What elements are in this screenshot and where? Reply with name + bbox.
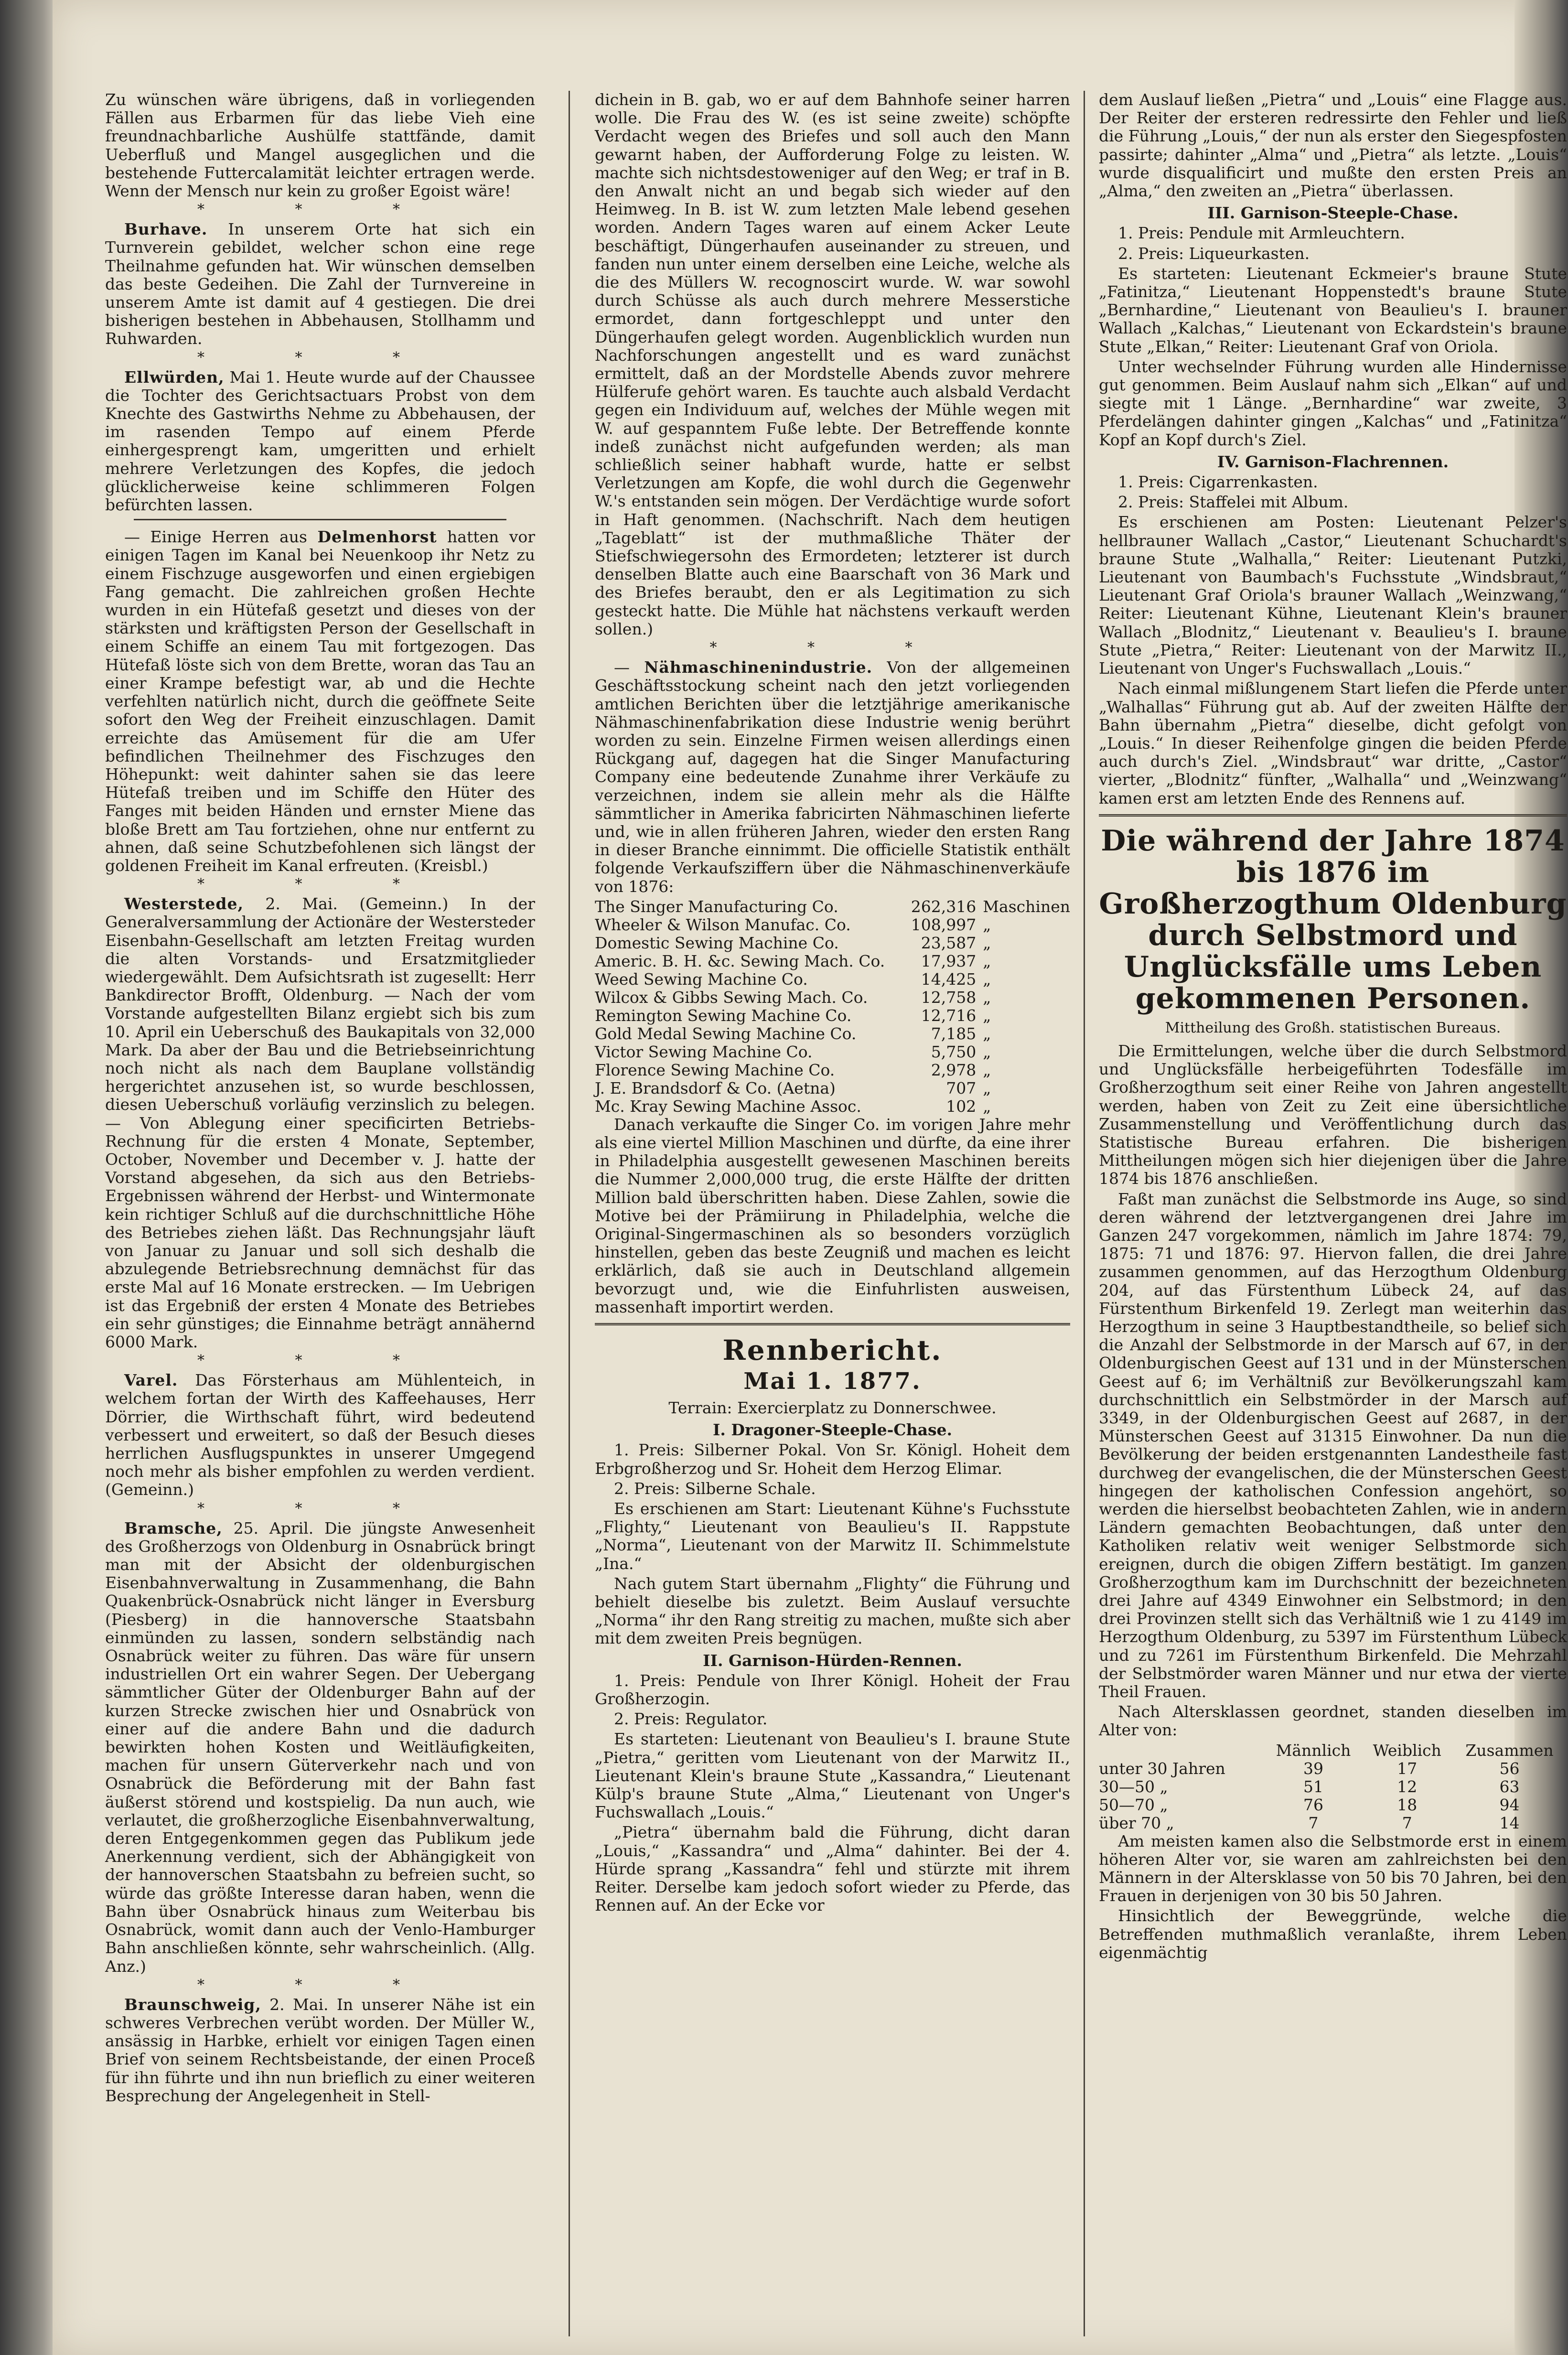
- company-name: Americ. B. H. &c. Sewing Mach. Co.: [595, 951, 885, 970]
- article-text: 25. April. Die jüngste Anwesenheit des Großherzogs von Oldenburg in Osnabrück bringt man mit der Absicht der oldenburgischen Eisenbahnverwaltung in Zusammenhang, die Bahn Quakenbrück-Osnabrück nicht länger in Eversburg (Piesberg) in die hannoversche Staatsbahn einmünden zu lassen, sondern selbständig nach Osnabrück weiter zu führen. Das wäre für unsern industriellen Ort ein wahrer Segen. Der Uebergang sämmtlicher Güter der Oldenburger Bahn auf der kurzen Strecke zwischen hier und Osnabrück von einer auf die andere Bahn und die dadurch bewirkten hohen Kosten und Weitläufigkeiten, machen für unsern Güterverkehr nach und von Osnabrück die Beförderung mit der Bahn fast äußerst störend und kostspielig. Da nun auch, wie verlautet, die großherzogliche Eisenbahnverwaltung, deren Entgegenkommen gegen das Publikum jede Anerkennung verdient, sich der Abhängigkeit von der hannoverschen Staatsbahn zu befreien sucht, so würde das größte Interesse daran haben, wenn die Bahn über Osnabrück hinaus zum Weiterbau bis Osnabrück, womit dann auch der Venlo-Hamburger Bahn anschließen könnte, sehr wahrscheinlich. (Allg. Anz.): [105, 1518, 535, 1976]
- race-2-title: II. Garnison-Hürden-Rennen.: [703, 1651, 962, 1670]
- sales-row: [595, 898, 1070, 916]
- race-1-prize-1: 1. Preis: Silberner Pokal. Von Sr. Königl. Hoheit dem Erbgroßherzog und Sr. Hoheit dem Herzog Elimar.: [595, 1441, 1070, 1478]
- statistics-source: Mittheilung des Großh. statistischen Bureaus.: [1165, 1019, 1501, 1036]
- article-naehmaschinen-continued: Danach verkaufte die Singer Co. im vorigen Jahre mehr als eine viertel Million Maschinen und dürfte, da eine ihrer in Philadelphia ausgestellt gewesenen Maschinen bereits die Nummer 2,000,000 trug, die erste Hälfte der dritten Million bald überschritten haben. Diese Zahlen, sowie die Motive bei der Prämiirung in Philadelphia, welche die Original-Singermaschinen als so besonders vorzüglich hinstellen, geben das beste Zeugniß und machen es leicht erklärlich, daß sie auch in Deutschland allgemein bevorzugt und, wie die Einfuhrlisten ausweisen, massenhaft importirt werden.: [595, 1115, 1070, 1316]
- statistics-paragraph-4: Am meisten kamen also die Selbstmorde erst in einem höheren Alter vor, sie waren am zahlreichsten bei den Männern in der Altersklasse von 50 bis 70 Jahren, bei den Frauen in derjenigen von 30 bis 50 Jahren.: [1099, 1831, 1567, 1905]
- sales-count: 14,425: [921, 969, 977, 989]
- age-row: [1099, 1778, 1567, 1796]
- article-text: hatten vor einigen Tagen im Kanal bei Neuenkoop ihr Netz zu einem Fischzuge ausgeworfen und einen ergiebigen Fang gemacht. Die zahlreichen großen Hechte wurden in ein Hütefaß gesetzt und dieses von der stärksten und kräftigsten Person der Gesellschaft in einem Schiffe an einem Tau mit fortgezogen. Das Hütefaß löste sich von dem Brette, woran das Tau an einer Krampe befestigt war, ab und die Hechte verfehlten natürlich nicht, durch die geöffnete Seite sofort den Weg der Freiheit einzuschlagen. Damit erreichte das Amüsement für die am Ufer befindlichen Theilnehmer des Fischzuges den Höhepunkt: weit dahinter sahen sie das leere Hütefaß treiben und im Schiffe den Hüter des Fanges mit beiden Händen und ernster Miene das bloße Brett am Tau fortziehen, ohne nur entfernt zu ahnen, daß seine Schutzbefohlenen sich längst der goldenen Freiheit im Kanal erfreuten. (Kreisbl.): [105, 527, 535, 875]
- sales-row: [595, 970, 1070, 989]
- sales-table: [595, 898, 1070, 1116]
- article-braunschweig: [105, 1996, 535, 2105]
- article-text: Mai 1. Heute wurde auf der Chaussee die Tochter des Gerichtsactuars Probst von dem Knechte des Gastwirths Nehme zu Abbehausen, der im rasenden Tempo auf einem Pferde einhergesprengt kam, umgeritten und erhielt mehrere Verletzungen des Kopfes, die jedoch glücklicherweise keine schlimmeren Folgen befürchten lassen.: [105, 367, 535, 515]
- article-bramsche: [105, 1519, 535, 1976]
- company-name: Mc. Kray Sewing Machine Assoc.: [595, 1097, 861, 1116]
- age-header-cell: Weiblich: [1373, 1741, 1441, 1760]
- dateline: Delmenhorst: [317, 527, 437, 547]
- article-text: In unserem Orte hat sich ein Turnverein gebildet, welcher schon eine rege Theilnahme gefunden hat. Wir wünschen demselben das beste Gedeihen. Die Zahl der Turnvereine in unserem Amte ist damit auf 4 gestiegen. Die drei bisherigen bestehen in Abbehausen, Stollhamm und Ruhwarden.: [105, 220, 535, 348]
- statistics-paragraph-3: Nach Altersklassen geordnet, standen dieselben im Alter von:: [1099, 1702, 1567, 1740]
- section-separator: * * *: [197, 1500, 443, 1517]
- sales-row: [595, 1061, 1070, 1079]
- company-name: J. E. Brandsdorf & Co. (Aetna): [595, 1078, 836, 1097]
- company-name: Florence Sewing Machine Co.: [595, 1060, 835, 1079]
- sales-count: 2,978: [931, 1060, 977, 1079]
- article-ellwuerden: [105, 368, 535, 515]
- company-name: Weed Sewing Machine Co.: [595, 969, 808, 989]
- section-separator: * * *: [197, 1352, 443, 1369]
- double-rule: [1099, 814, 1567, 817]
- dash: —: [614, 658, 644, 677]
- dateline: Burhave.: [124, 220, 208, 239]
- age-header-cell: [1099, 1742, 1264, 1760]
- article-varel: [105, 1371, 535, 1499]
- race-terrain: Terrain: Exercierplatz zu Donnerschwee.: [668, 1398, 997, 1417]
- sales-unit: „: [983, 1042, 991, 1061]
- race-4-report: Nach einmal mißlungenem Start liefen die Pferde unter „Walhallas“ Führung gut ab. Auf der zweiten Hälfte der Bahn übernahm „Pietra“ dieselbe, dicht gefolgt von „Louis.“ In dieser Reihenfolge gingen die beiden Pferde auch durch's Ziel. „Windsbraut“ war dritte, „Castor“ vierter, „Blodnitz“ fünfter, „Walhalla“ und „Weinzwang“ kamen erst am letzten Ende des Rennens auf.: [1099, 679, 1567, 807]
- age-cell: 7: [1308, 1813, 1319, 1832]
- race-3-title: III. Garnison-Steeple-Chase.: [1207, 204, 1459, 223]
- race-2-report: „Pietra“ übernahm bald die Führung, dicht daran „Louis,“ „Kassandra“ und „Alma“ dahinter. Bei der 4. Hürde sprang „Kassandra“ fehl und stürzte mit ihrem Reiter. Derselbe kam jedoch sofort wieder zu Pferde, das Rennen auf. An der Ecke vor: [595, 1823, 1070, 1915]
- age-cell: 18: [1397, 1795, 1418, 1814]
- article-naehmaschinen: [595, 658, 1070, 896]
- sales-count: 707: [946, 1078, 977, 1097]
- age-cell: 50—70 „: [1099, 1795, 1168, 1814]
- age-cell: 94: [1499, 1795, 1520, 1814]
- company-name: Domestic Sewing Machine Co.: [595, 933, 839, 952]
- age-row: [1099, 1814, 1567, 1832]
- statistics-paragraph-1: Die Ermittelungen, welche über die durch Selbstmord und Unglücksfälle herbeigeführten Todesfälle im Großherzogthum seit einer Reihe von Jahren angestellt werden, haben von Zeit zu Zeit eine übersichtliche Zusammenstellung und Veröffentlichung durch das Statistische Bureau erfahren. Die bisherigen Mittheilungen mögen sich hier diejenigen über die Jahre 1874 bis 1876 anschließen.: [1099, 1041, 1567, 1188]
- sales-unit: „: [983, 1006, 991, 1025]
- race-4-prize-1: 1. Preis: Cigarrenkasten.: [1118, 473, 1318, 492]
- company-name: The Singer Manufacturing Co.: [595, 897, 838, 916]
- article-text: 2. Mai. (Gemeinn.) In der Generalversammlung der Actionäre der Westersteder Eisenbahn-Gesellschaft am letzten Freitag wurden die alten Vorstands- und Ersatzmitglieder wiedergewählt. Dem Aufsichtsrath ist zugesellt: Herr Bankdirector Brofft, Oldenburg. — Nach der vom Vorstande aufgestellten Bilanz ergiebt sich bis zum 10. April ein Ueberschuß des Baukapitals von 32,000 Mark. Da aber der Bau und die Betriebseinrichtung noch nicht als nach dem Bauplane vollständig hergerichtet anzusehen ist, so wurde beschlossen, diesen Ueberschuß vorläufig verzinslich zu belegen. — Von Ablegung einer specificirten Betriebs-Rechnung für die ersten 4 Monate, September, October, November und December v. J. hatte der Vorstand abgesehen, da sich aus den Betriebs-Ergebnissen während der Herbst- und Wintermonate kein richtiger Schluß auf die durchschnittliche Höhe des Betriebes ziehen läßt. Das Rechnungsjahr läuft von Januar zu Januar und soll sich deshalb die abzulegende Betriebsrechnung demnächst für das erste Mal auf 16 Monate erstrecken. — Im Uebrigen ist das Ergebniß der ersten 4 Monate des Betriebes ein sehr günstiges; die Einnahme beträgt annähernd 6000 Mark.: [105, 894, 535, 1351]
- sales-row: [595, 989, 1070, 1007]
- section-separator: * * *: [197, 876, 443, 893]
- sales-count: 108,997: [911, 915, 977, 934]
- race-4-title: IV. Garnison-Flachrennen.: [1217, 452, 1449, 471]
- sales-row: [595, 916, 1070, 934]
- race-3-prize-2: 2. Preis: Liqueurkasten.: [1118, 244, 1310, 263]
- column-rule: [1084, 91, 1085, 2336]
- company-name: Victor Sewing Machine Co.: [595, 1042, 813, 1061]
- section-separator: * * *: [197, 1976, 443, 1993]
- sales-unit: „: [983, 951, 991, 970]
- article-text: 2. Mai. In unserer Nähe ist ein schweres Verbrechen verübt worden. Der Müller W., ansässig in Harbke, erhielt vor einigen Tagen einen Brief von seinem Rechtsbeistande, der einen Proceß für ihn führte und ihn nun brieflich zu einer weiteren Besprechung der Angelegenheit in Stell-: [105, 1995, 535, 2105]
- race-2-prize-1: 1. Preis: Pendule von Ihrer Königl. Hoheit der Frau Großherzogin.: [595, 1671, 1070, 1709]
- age-cell: 30—50 „: [1099, 1777, 1168, 1796]
- sales-count: 7,185: [931, 1024, 977, 1043]
- company-name: Remington Sewing Machine Co.: [595, 1006, 852, 1025]
- age-cell: über 70 „: [1099, 1813, 1174, 1832]
- intro-paragraph: Zu wünschen wäre übrigens, daß in vorliegenden Fällen aus Erbarmen für das liebe Vieh eine freundnachbarliche Aushülfe stattfände, damit Ueberfluß und Mangel ausgeglichen und die bestehende Futtercalamität leichter ertragen werde. Wenn der Mensch nur kein zu großer Egoist wäre!: [105, 90, 535, 201]
- dateline: Braunschweig,: [124, 1995, 261, 2014]
- article-burhave: [105, 220, 535, 348]
- sales-count: 12,716: [921, 1006, 977, 1025]
- column-rule: [569, 91, 570, 2336]
- dash: — Einige Herren aus: [124, 527, 318, 547]
- dateline: Ellwürden,: [124, 367, 225, 387]
- sales-count: 17,937: [921, 951, 977, 970]
- sales-row: [595, 952, 1070, 970]
- section-separator: * * *: [197, 201, 443, 218]
- sales-row: [595, 934, 1070, 952]
- age-table: [1099, 1742, 1567, 1832]
- race-4-prize-2: 2. Preis: Staffelei mit Album.: [1118, 493, 1349, 512]
- article-westerstede: [105, 895, 535, 1351]
- sales-unit: „: [983, 933, 991, 952]
- age-row: [1099, 1760, 1567, 1778]
- age-cell: 39: [1303, 1759, 1323, 1778]
- age-cell: 12: [1397, 1777, 1418, 1796]
- age-header-cell: Zusammen: [1465, 1741, 1554, 1760]
- sales-table-body: [595, 898, 1070, 1116]
- statistics-paragraph-2: Faßt man zunächst die Selbstmorde ins Auge, so sind deren während der letztvergangenen drei Jahre im Ganzen 247 vorgekommen, nämlich im Jahre 1874: 79, 1875: 71 und 1876: 97. Hiervon fallen, die drei Jahre zusammen genommen, auf das Herzogthum Oldenburg 204, auf das Fürstenthum Lübeck 24, auf das Fürstenthum Birkenfeld 19. Zerlegt man weiterhin das Herzogthum in seine 3 Hauptbestandtheile, so belief sich die Anzahl der Selbstmorde in der Marsch auf 67, in der Oldenburgischen Geest auf 131 und in der Münsterschen Geest auf 6; im Verhältniß zur Bevölkerungszahl kam durchschnittlich ein Selbstmörder in der Marsch auf 3349, in der Oldenburgischen Geest auf 2687, in der Münsterschen Geest auf 31315 Einwohner. Da nun die Bevölkerung der beiden erstgenannten Landestheile fast durchweg der evangelischen, die der Münsterschen Geest hingegen der katholischen Confession angehört, so werden die hierselbst beobachteten Zahlen, wie in andern Ländern gemachten Beobachtungen, daß unter den Katholiken relativ weit weniger Selbstmorde sich ereignen, durch die obigen Ziffern bestätigt. Im ganzen Großherzogthum kam im Durchschnitt der bezeichneten drei Jahre auf 4349 Einwohner ein Selbstmord; in den drei Provinzen stellt sich das Verhältniß wie 1 zu 4149 im Herzogthum Oldenburg, zu 5397 im Fürstenthum Lübeck und zu 7261 im Fürstenthum Birkenfeld. Die Mehrzahl der Selbstmörder waren Männer und nur etwa der vierte Theil Frauen.: [1099, 1189, 1567, 1701]
- sales-row: [595, 1043, 1070, 1061]
- dateline: Nähmaschinenindustrie.: [644, 658, 873, 677]
- sales-count: 262,316: [911, 897, 977, 916]
- race-1-prize-2: 2. Preis: Silberne Schale.: [614, 1479, 816, 1498]
- age-cell: 63: [1499, 1777, 1520, 1796]
- race-1-report: Nach gutem Start übernahm „Flighty“ die Führung und behielt dieselbe bis zuletzt. Beim Auslauf versuchte „Norma“ ihr den Rang streitig zu machen, mußte sich aber mit dem zweiten Preis begnügen.: [595, 1574, 1070, 1648]
- statistics-paragraph-5: Hinsichtlich der Beweggründe, welche die Betreffenden muthmaßlich veranlaßte, ihrem Leben eigenmächtig: [1099, 1906, 1567, 1962]
- dateline: Varel.: [124, 1371, 178, 1390]
- dateline: Bramsche,: [124, 1518, 223, 1538]
- sales-row: [595, 1025, 1070, 1043]
- race-report-date: Mai 1. 1877.: [743, 1367, 922, 1395]
- age-cell: unter 30 Jahren: [1099, 1759, 1225, 1778]
- race-1-title: I. Dragoner-Steeple-Chase.: [712, 1420, 953, 1440]
- sales-unit: „: [983, 1024, 991, 1043]
- sales-row: [595, 1097, 1070, 1116]
- column-1: [105, 91, 535, 2107]
- article-braunschweig-continued: dichein in B. gab, wo er auf dem Bahnhofe seiner harren wolle. Die Frau des W. (es ist seine zweite) schöpfte Verdacht wegen des Briefes und soll auch den Mann gewarnt haben, der Aufforderung Folge zu leisten. W. machte sich nichtsdestoweniger auf den Weg; er traf in B. den Anwalt nicht an und begab sich wieder auf den Heimweg. In B. ist W. zum letzten Male lebend gesehen worden. Andern Tages waren auf einem Acker Leute beschäftigt, Düngerhaufen auseinander zu streuen, und fanden nun unter einem derselben eine Leiche, welche als die des Müllers W. recognoscirt wurde. W. war sowohl durch Schüsse als auch durch mehrere Messerstiche ermordet, dann fortgeschleppt und unter den Düngerhaufen gelegt worden. Augenblicklich wurden nun Nachforschungen angestellt und es ward zunächst ermittelt, daß an der Mordstelle Abends zuvor mehrere Hülferufe gehört waren. Es tauchte auch alsbald Verdacht gegen ein Individuum auf, welches der Mühle wegen mit W. auf gespanntem Fuße lebte. Der Betreffende konnte indeß zunächst nicht aufgefunden werden; als man schließlich seiner habhaft wurde, hatte er selbst Verletzungen am Kopfe, die wohl durch die Gegenwehr W.'s entstanden sein mögen. Der Verdächtige wurde sofort in Haft genommen. (Nachschrift. Nach dem heutigen „Tageblatt“ ist der muthmaßliche Thäter der Stiefschwiegersohn des Ermordeten; letzterer ist durch denselben Blatte auch eine Baarschaft von 36 Mark und des Briefes beraubt, den er als Legitimation zu sich gesteckt hatte. Die Mühle hat nächstens verkauft werden sollen.): [595, 90, 1070, 638]
- race-4-starters: Es erschienen am Posten: Lieutenant Pelzer's hellbrauner Wallach „Castor,“ Lieutenant Schuchardt's braune Stute „Walhalla,“ Reiter: Lieutenant Putzki, Lieutenant von Baumbach's Fuchsstute „Windsbraut,“ Lieutenant Graf Oriola's brauner Wallach „Weinzwang,“ Reiter: Lieutenant Kühne, Lieutenant Klein's brauner Wallach „Blodnitz,“ Lieutenant v. Beaulieu's I. braune Stute „Pietra,“ Reiter: Lieutenant von der Marwitz II., Lieutenant von Unger's Fuchswallach „Louis.“: [1099, 513, 1567, 678]
- age-table-header: [1099, 1742, 1567, 1760]
- race-3-report: Unter wechselnder Führung wurden alle Hindernisse gut genommen. Beim Auslauf nahm sich „Elkan“ auf und siegte mit 1 Länge. „Bernhardine“ war zweite, 3 Pferdelängen dahinter gingen „Kalchas“ und „Fatinitza“ Kopf an Kopf durch's Ziel.: [1099, 357, 1567, 449]
- age-cell: 51: [1303, 1777, 1323, 1796]
- statistics-headline: Die während der Jahre 1874 bis 1876 im Großherzogthum Oldenburg durch Selbstmord und Unglücksfälle ums Leben gekommenen Personen.: [1099, 824, 1567, 1015]
- double-rule: [595, 1323, 1070, 1325]
- company-name: Wilcox & Gibbs Sewing Mach. Co.: [595, 988, 868, 1007]
- dateline: Westerstede,: [124, 894, 244, 914]
- age-cell: 76: [1303, 1795, 1323, 1814]
- sales-unit: „: [983, 1078, 991, 1097]
- book-binding: [0, 0, 57, 2355]
- article-delmenhorst: [105, 528, 535, 875]
- article-text: Von der allgemeinen Geschäftsstockung scheint nach den jetzt vorliegenden amtlichen Berichten über die letztjährige amerikanische Nähmaschinenfabrikation diese Industrie wenig berührt worden zu sein. Einzelne Firmen weisen allerdings einen Rückgang auf, dagegen hat die Singer Manufacturing Company eine bedeutende Zunahme ihrer Verkäufe zu verzeichnen, indem sie allein mehr als die Hälfte sämmtlicher in Amerika fabricirten Nähmaschinen lieferte und, wie in allen früheren Jahren, wieder den ersten Rang in dieser Branche einnimmt. Die officielle Statistik enthält folgende Verkaufsziffern über die Nähmaschinenverkäufe von 1876:: [595, 658, 1070, 896]
- column-3: [1099, 91, 1567, 1964]
- short-rule: [134, 519, 506, 520]
- sales-count: 12,758: [921, 988, 977, 1007]
- sales-count: 5,750: [931, 1042, 977, 1061]
- race-2-prize-2: 2. Preis: Regulator.: [614, 1710, 768, 1729]
- race-3-starters: Es starteten: Lieutenant Eckmeier's braune Stute „Fatinitza,“ Lieutenant Hoppenstedt's braune Stute „Bernhardine,“ Lieutenant von Beaulieu's I. brauner Wallach „Kalchas,“ Lieutenant von Eckardstein's braune Stute „Elkan,“ Reiter: Lieutenant Graf von Oriola.: [1099, 264, 1567, 356]
- sales-unit: „: [983, 969, 991, 989]
- age-header-cell: Männlich: [1276, 1741, 1351, 1760]
- sales-row: [595, 1007, 1070, 1025]
- age-cell: 17: [1397, 1759, 1418, 1778]
- sales-unit: „: [983, 1097, 991, 1116]
- article-text: Das Försterhaus am Mühlenteich, in welchem fortan der Wirth des Kaffeehauses, Herr Dörrier, die Wirthschaft führt, wird bedeutend verbessert und erweitert, so daß der Besuch dieses herrlichen Ausflugspunktes in unserer Umgegend noch mehr als bisher empfohlen zu werden verdient. (Gemeinn.): [105, 1371, 535, 1499]
- race-2-starters: Es starteten: Lieutenant von Beaulieu's I. braune Stute „Pietra,“ geritten vom Lieutenant von der Marwitz II., Lieutenant Klein's braune Stute „Kassandra,“ Lieutenant Külp's braune Stute „Alma,“ Lieutenant von Unger's Fuchswallach „Louis.“: [595, 1730, 1070, 1822]
- age-cell: 7: [1402, 1813, 1412, 1832]
- age-cell: 14: [1499, 1813, 1520, 1832]
- company-name: Wheeler & Wilson Manufac. Co.: [595, 915, 851, 934]
- sales-count: 23,587: [921, 933, 977, 952]
- age-row: [1099, 1796, 1567, 1814]
- company-name: Gold Medal Sewing Machine Co.: [595, 1024, 857, 1043]
- sales-row: [595, 1079, 1070, 1097]
- sales-count: 102: [946, 1097, 977, 1116]
- race-1-starters: Es erschienen am Start: Lieutenant Kühne's Fuchsstute „Flighty,“ Lieutenant von Beaulieu's II. Rappstute „Norma“, Lieutenant von der Marwitz II. Schimmelstute „Ina.“: [595, 1499, 1070, 1573]
- sales-unit: „: [983, 1060, 991, 1079]
- race-3-prize-1: 1. Preis: Pendule mit Armleuchtern.: [1118, 224, 1405, 243]
- sales-unit: Maschinen: [983, 897, 1070, 916]
- race-report-title: Rennbericht.: [722, 1333, 943, 1366]
- age-cell: 56: [1499, 1759, 1520, 1778]
- sales-unit: „: [983, 915, 991, 934]
- sales-unit: „: [983, 988, 991, 1007]
- race-2-report-continued: dem Auslauf ließen „Pietra“ und „Louis“ eine Flagge aus. Der Reiter der ersteren redressirte den Fehler und ließ die Führung „Louis,“ der nun als erster den Siegespfosten passirte; dahinter „Alma“ und „Pietra“ als letzte. „Louis“ wurde disqualificirt und mußte den ersten Preis an „Alma,“ den zweiten an „Pietra“ überlassen.: [1099, 90, 1567, 201]
- section-separator: * * *: [197, 349, 443, 366]
- age-table-body: [1099, 1760, 1567, 1832]
- column-2: [595, 91, 1070, 1916]
- section-separator: * * *: [709, 639, 956, 656]
